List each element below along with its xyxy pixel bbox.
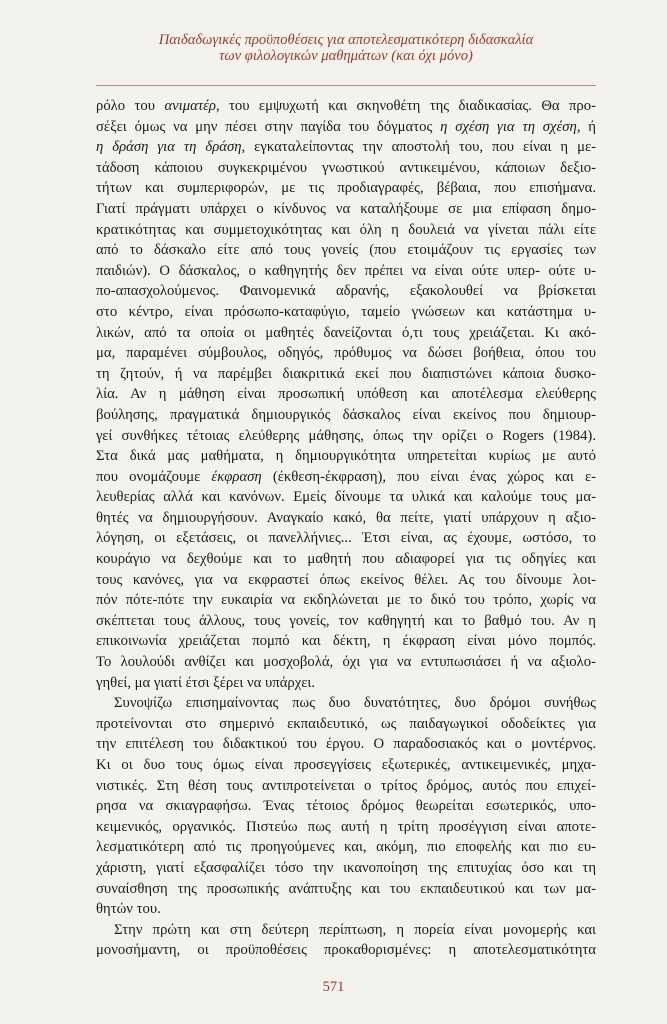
text-line: ρόλο του ανιματέρ, του εμψυχωτή και σκηνοθέτη της διαδικασίας. Θα προ- (96, 98, 596, 114)
text-line: μα, παραμένει σύμβουλος, οδηγός, πρόθυμος να δώσει βοήθεια, όπου του (96, 345, 596, 362)
text-line: που ονομάζουμε έκφραση (έκθεση-έκφραση), που είναι ένας χώρος και ε- (96, 468, 596, 485)
page-number: 571 (322, 979, 345, 995)
italic-term: η σχέση για τη σχέση (440, 118, 577, 135)
text-line: ρησα να σκιαγραφήσω. Ένας τέτοιος δρόμος θεωρείται εσωτερικός, υπο- (96, 798, 596, 815)
text-line: πόν πότε-πότε την ευκαιρία να εκδηλώνεται με το δικό του τρόπο, χωρίς να (96, 592, 596, 609)
text-line: μονοσήμαντη, οι προϋποθέσεις προκαθορισμένες: η αποτελεσματικότητα (96, 942, 596, 959)
italic-term: έκφραση (211, 468, 262, 485)
text-line: Στα δικά μας μαθήματα, η δημιουργικότητα υπηρετείται κυρίως με αυτό (96, 448, 596, 465)
text-line: σκέπτεται τους άλλους, τους γονείς, τον καθηγητή και το βαθμό του. Αν η (96, 612, 596, 629)
text-line: βούλησης, πραγματικά δημιουργικός δάσκαλος είναι εκείνος που δημιουρ- (96, 406, 596, 423)
text-line: κρατικότητας και συμμετοχικότητας και όλη η δουλειά να γίνεται πάλι είτε (96, 221, 596, 238)
header-rule (96, 85, 596, 86)
text-line: Κι οι δυο τους όμως είναι προσεγγίσεις εξωτερικές, αντικειμενικές, μηχα- (96, 757, 596, 773)
text-line: λία. Αν η μάθηση είναι προσωπική υπόθεση και αποτέλεσμα ελεύθερης (96, 386, 596, 403)
header-title-line-2: των φιλολογικών μαθημάτων (και όχι μόνο) (219, 48, 473, 64)
header-title-line-1: Παιδαδωγικές προϋποθέσεις για αποτελεσματικότερη διδασκαλία (158, 32, 534, 48)
running-header (96, 32, 596, 64)
text-line: πο-απασχολούμενος. Φαινομενικά αδρανής, εξακολουθεί να βρίσκεται (96, 283, 596, 300)
text-line: προτείνονται στο σημερινό εκπαιδευτικό, ως παιδαγωγικοί οδοδείκτες για (96, 715, 596, 732)
text-line: επικοινωνία χρειάζεται πομπό και δέκτη, η έκφραση είναι μόνο πομπός. (96, 633, 596, 650)
body-text (96, 96, 596, 961)
text-line: λόγηση, οι εξετάσεις, οι πανελλήνιες... Έτσι είναι, ας έχουμε, ωστόσο, το (96, 530, 596, 547)
text-line: τήτων και συμπεριφορών, με τις προδιαγραφές, βέβαια, που επισήμανα. (96, 180, 596, 197)
text-line: θητών του. (96, 901, 161, 918)
text-line: η δράση για τη δράση, εγκαταλείποντας την αποστολή του, που είναι η με- (96, 139, 596, 156)
text-line: τους κανόνες, για να εκφραστεί όπως εκείνος θέλει. Ας του δίνουμε λοι- (96, 571, 596, 588)
text-line: Στην πρώτη και στη δεύτερη περίπτωση, η πορεία είναι μονομερής και (114, 921, 596, 938)
text-line: λικών, από τα οποία οι μαθητές δανείζονται ό,τι τους χρειάζεται. Κι ακό- (96, 324, 596, 341)
text-line: κειμενικός, οργανικός. Πιστεύω πως αυτή η τρίτη προσέγγιση είναι αποτε- (96, 818, 596, 835)
paragraph-2 (96, 693, 596, 920)
text-line: γηθεί, μα γιατί έτσι ξέρει να υπάρχει. (96, 674, 316, 691)
text-line: σέξει όμως να μην πέσει στην παγίδα του δόγματος η σχέση για τη σχέση, ή (96, 118, 596, 135)
text-line: Συνοψίζω επισημαίνοντας πως δυο δυνατότητες, δυο δρόμοι συνήθως (114, 695, 596, 712)
paragraph-1 (96, 96, 596, 693)
text-line: Το λουλούδι ανθίζει και μοσχοβολά, όχι για να εντυπωσιάσει ή να αξιολο- (96, 654, 596, 671)
italic-term: ανιματέρ (164, 98, 216, 114)
text-line: χάριστη, γιατί εξασφαλίζει τόσο την ικανοποίηση της επιτυχίας όσο και τη (96, 859, 596, 876)
text-line: κουράγιο να δεχθούμε και το μαθητή που αδιαφορεί για τις οδηγίες και (96, 551, 596, 568)
text-line: παιδιών). Ο δάσκαλος, ο καθηγητής δεν πρέπει να είναι ούτε υπερ- ούτε υ- (96, 262, 596, 279)
text-line: λευθερίας αλλά και κανόνων. Εμείς δίνουμε τα υλικά και καλούμε τους μα- (96, 489, 596, 506)
text-line: λεσματικότερη από τις προηγούμενες και, ακόμη, πιο εποφελής και πιο ευ- (96, 839, 596, 856)
paragraph-3 (96, 920, 596, 961)
italic-term: η δράση για τη δράση (96, 139, 242, 156)
text-line: από το δάσκαλο είτε από τους γονείς (που ετοιμάζουν τις εργασίες των (96, 242, 596, 259)
text-line: την επιτέλεση του διδακτικού του έργου. Ο παραδοσιακός και ο μοντέρνος. (96, 736, 596, 753)
text-line: Γιατί πράγματι υπάρχει ο κίνδυνος να καταλήξουμε σε μια επίφαση δημο- (96, 200, 596, 217)
text-line: νιστικές. Στη θέση τους αντιπροτείνεται ο τρίτος δρόμος, αυτός που επιχεί- (96, 777, 596, 794)
text-line: τη ζητούν, ή να παρέμβει διακριτικά εκεί που διαπιστώνει κάποια δυσκο- (96, 365, 596, 382)
text-line: τάδοση κάποιου συγκεκριμένου γνωστικού αντικειμένου, κάποιων δεξιο- (96, 159, 596, 176)
text-line: θητές να δημιουργήσουν. Αναγκαίο κακό, θα πείτε, γιατί υπάρχουν η αξιο- (96, 509, 596, 526)
text-line: συναίσθηση της προσωπικής ανάπτυξης και του εκπαιδευτικού και των μα- (96, 880, 596, 897)
text-line: στο κέντρο, είναι πρόσωπο-καταφύγιο, ταμείο γνώσεων και κατάστημα υ- (96, 303, 596, 320)
text-line: γεί συνθήκες τέτοιας ελεύθερης μάθησης, όπως την ορίζει ο Rogers (1984). (96, 427, 596, 444)
